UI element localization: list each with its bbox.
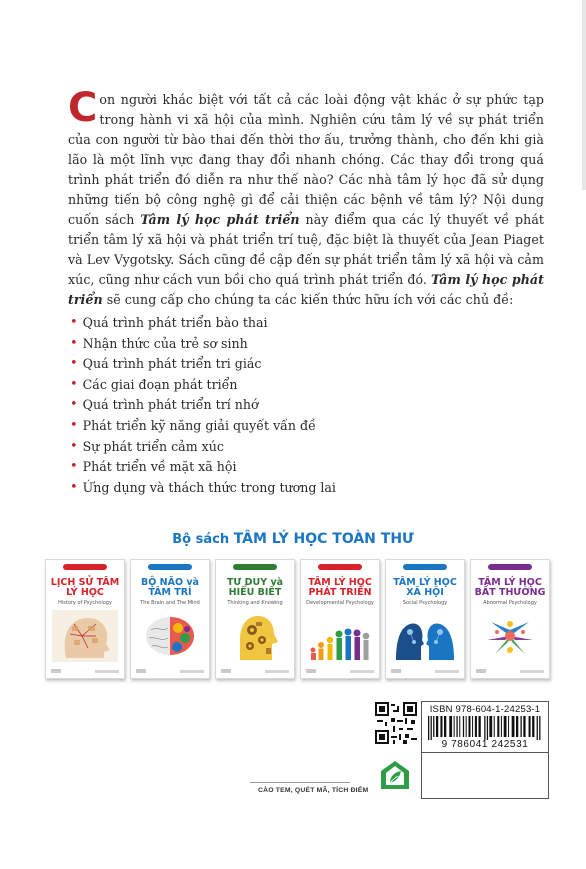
topic-text: Nhận thức của trẻ sơ sinh <box>82 335 248 351</box>
topic-text: Sự phát triển cảm xúc <box>82 438 224 454</box>
book-title: LỊCH SỬ TÂM LÝ HỌC <box>50 577 120 598</box>
topic-item <box>70 478 336 499</box>
topic-text: Ứng dụng và thách thức trong tương lai <box>82 479 336 495</box>
series-name: TÂM LÝ HỌC TOÀN THƯ <box>233 531 414 547</box>
series-badge <box>488 564 532 570</box>
series-badge <box>403 564 447 570</box>
intro-text-1: on người khác biệt với tất cả các loài động vật khác ở sự phức tạp trong hành vi xã hội của mình. Nghiên cứu tâm lý về sự phát triển của con người từ bào thai đến thời thơ ấu, trưởng thành, cho đến khi già lão là một lĩnh vực đang thay đổi nhanh chóng. Các thay đổi trong quá trình phát triển đó diễn ra như thế nào? Các nhà tâm lý học đã sử dụng những tiến bộ công nghệ gì để cải thiện các bệnh về tâm lý? Nội dung cuốn sách <box>68 92 544 227</box>
topic-item <box>70 437 336 458</box>
cover-footer <box>476 668 544 674</box>
book-title-inline-2: Tâm lý học phát triển <box>68 272 544 307</box>
book-subtitle: The Brain and The Mind <box>140 600 200 606</box>
topic-item <box>70 395 336 416</box>
intro-text-3: sẽ cung cấp cho chúng ta các kiến thức hữu ích với các chủ đề: <box>102 292 514 307</box>
series-badge <box>148 564 192 570</box>
cover-footer <box>391 668 459 674</box>
drop-cap: C <box>68 85 98 131</box>
book-cover <box>470 559 550 679</box>
book-subtitle: History of Psychology <box>58 600 112 606</box>
book-title: TÂM LÝ HỌC PHÁT TRIỂN <box>308 577 372 598</box>
qr-code-icon <box>375 702 417 744</box>
book-title-inline-1: Tâm lý học phát triển <box>140 212 300 227</box>
cover-footer <box>306 668 374 674</box>
topic-item <box>70 334 336 355</box>
book-cover <box>385 559 465 679</box>
series-badge <box>318 564 362 570</box>
isbn-label: ISBN 978-604-1-24253-1 <box>429 704 541 715</box>
book-cover <box>300 559 380 679</box>
book-subtitle: Thinking and Knowing <box>227 600 283 606</box>
topic-text: Các giai đoạn phát triển <box>82 376 238 392</box>
topic-item <box>70 313 336 334</box>
bullet-icon: • <box>70 459 78 475</box>
series-prefix: Bộ sách <box>172 532 234 547</box>
topic-list <box>70 313 336 498</box>
book-cover <box>215 559 295 679</box>
bullet-icon: • <box>70 376 78 392</box>
topic-text: Phát triển về mặt xã hội <box>82 459 237 475</box>
intro-text-2: này điểm qua các lý thuyết về phát triển tâm lý xã hội và phát triển trí tuệ, đặc biệt là thuyết của Jean Piaget và Lev Vygotsky. Sách cũng đề cập đến sự phát triển tâm lý xã hội và cảm xúc, cũng như cách vun bồi cho quá trình phát triển đó. <box>68 212 544 287</box>
book-cover <box>130 559 210 679</box>
topic-text: Quá trình phát triển bào thai <box>82 315 268 330</box>
cover-footer <box>136 668 204 674</box>
series-badge <box>233 564 277 570</box>
book-subtitle: Abnormal Psychology <box>483 600 537 606</box>
series-badge <box>63 564 107 570</box>
cover-art-icon <box>137 610 203 662</box>
topic-item <box>70 457 336 478</box>
book-subtitle: Social Psychology <box>402 600 448 606</box>
cover-art-icon <box>52 610 118 662</box>
cover-art-icon <box>307 610 373 662</box>
cover-art-icon <box>477 610 543 662</box>
bullet-icon: • <box>70 335 78 351</box>
bullet-icon: • <box>70 397 78 413</box>
cover-art-icon <box>222 610 288 662</box>
book-cover <box>45 559 125 679</box>
barcode-digits: 9 786041 242531 <box>441 739 529 750</box>
cover-art-icon <box>392 610 458 662</box>
topic-text: Quá trình phát triển tri giác <box>82 356 262 372</box>
bullet-icon: • <box>70 356 78 372</box>
isbn-box <box>421 701 549 799</box>
cover-footer <box>51 668 119 674</box>
barcode <box>428 716 542 740</box>
bullet-icon: • <box>70 315 78 330</box>
stamp-label: CÀO TEM, QUÉT MÃ, TÍCH ĐIỂM <box>258 787 369 794</box>
bullet-icon: • <box>70 479 78 495</box>
intro-paragraph <box>68 85 544 310</box>
series-heading <box>0 531 586 547</box>
book-subtitle: Developmental Psychology <box>306 600 374 606</box>
book-title: BỘ NÃO và TÂM TRÍ <box>141 577 199 598</box>
cover-footer <box>221 668 289 674</box>
series-books <box>45 559 550 679</box>
isbn-divider <box>422 752 548 753</box>
book-title: TÂM LÝ HỌC BẤT THƯỜNG <box>474 577 546 598</box>
bullet-icon: • <box>70 438 78 454</box>
book-title: TÂM LÝ HỌC XÃ HỘI <box>393 577 457 598</box>
topic-text: Quá trình phát triển trí nhớ <box>82 397 259 413</box>
page-edge <box>582 0 586 190</box>
stamp-divider <box>250 782 350 783</box>
topic-item <box>70 416 336 437</box>
topic-text: Phát triển kỹ năng giải quyết vấn đề <box>82 417 316 433</box>
bullet-icon: • <box>70 417 78 433</box>
book-title: TƯ DUY và HIỂU BIẾT <box>226 577 284 598</box>
publisher-logo-icon <box>378 759 412 793</box>
topic-item <box>70 375 336 396</box>
topic-item <box>70 354 336 375</box>
